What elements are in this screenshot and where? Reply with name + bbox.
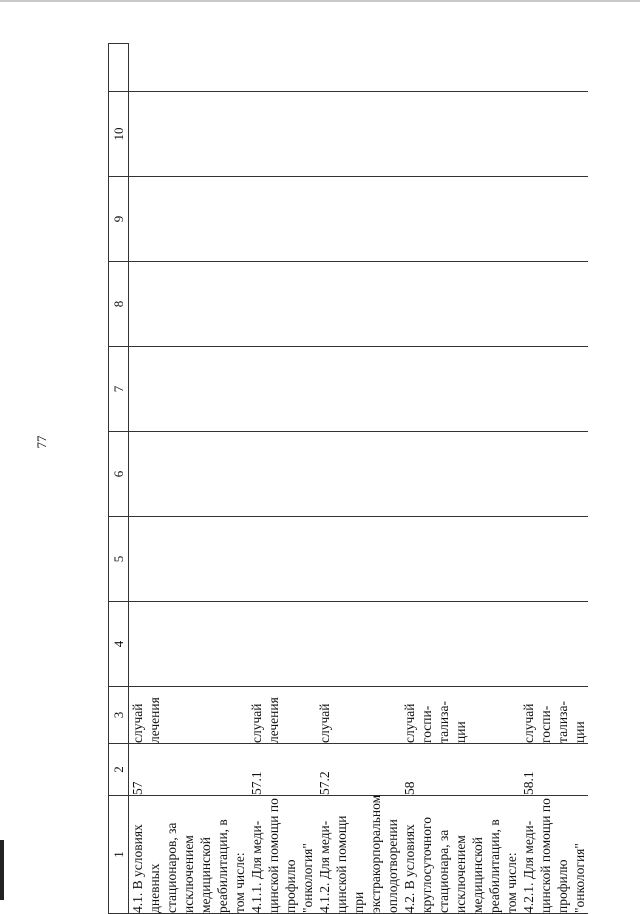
table-row — [248, 44, 316, 914]
column-header: 4 — [109, 602, 129, 687]
empty-cell — [248, 517, 316, 602]
row-label: 4.1.1. Для меди- цинской помощи по профилю "онкология" — [248, 796, 316, 914]
empty-cell — [401, 262, 520, 347]
row-code: 58.1 — [520, 744, 588, 796]
column-header: 10 — [109, 92, 129, 177]
empty-cell — [316, 177, 401, 262]
empty-cell — [129, 517, 249, 602]
empty-cell — [520, 432, 588, 517]
empty-cell — [401, 92, 520, 177]
empty-cell — [248, 44, 316, 92]
empty-cell — [248, 92, 316, 177]
table-row — [129, 44, 249, 914]
empty-cell — [520, 262, 588, 347]
empty-cell — [520, 602, 588, 687]
header-row — [109, 44, 129, 914]
row-label: 4.2. В условиях круглосуточного стационара, за исключением медицинской реабилитации, в том числе: — [401, 796, 520, 914]
empty-cell — [401, 347, 520, 432]
row-unit: случай лечения — [129, 687, 249, 744]
empty-cell — [248, 602, 316, 687]
empty-cell — [401, 44, 520, 92]
row-label: 4.1.2. Для меди- цинской помощи при экстракорпоральном оплодотворении — [317, 794, 400, 913]
empty-cell — [520, 177, 588, 262]
empty-cell — [401, 517, 520, 602]
table-row — [401, 44, 520, 914]
empty-cell — [316, 44, 401, 92]
table-sheet — [108, 44, 640, 914]
empty-cell — [520, 44, 588, 92]
empty-cell — [316, 92, 401, 177]
column-header: 9 — [109, 177, 129, 262]
column-header: 1 — [109, 796, 129, 914]
empty-cell — [520, 517, 588, 602]
empty-cell — [316, 432, 401, 517]
table-row — [520, 44, 588, 914]
row-code: 57.1 — [248, 744, 316, 796]
row-label: 4.1. В условиях дневных стационаров, за исключением медицинской реабилитации, в том числе: — [129, 796, 249, 914]
empty-cell — [248, 347, 316, 432]
empty-cell — [401, 602, 520, 687]
empty-cell — [129, 602, 249, 687]
empty-cell — [248, 262, 316, 347]
empty-cell — [129, 262, 249, 347]
row-unit: случай госпи- тализа- ции — [401, 687, 520, 744]
empty-cell — [316, 262, 401, 347]
empty-cell — [129, 92, 249, 177]
empty-cell — [129, 177, 249, 262]
header-spacer — [109, 44, 129, 92]
column-header: 6 — [109, 432, 129, 517]
row-code: 57.2 — [316, 744, 401, 796]
column-header: 8 — [109, 262, 129, 347]
empty-cell — [129, 347, 249, 432]
empty-cell — [316, 347, 401, 432]
column-header: 5 — [109, 517, 129, 602]
column-header: 2 — [109, 744, 129, 796]
data-table — [108, 43, 588, 914]
scan-left-mark — [0, 840, 4, 900]
table-row — [316, 44, 401, 914]
empty-cell — [401, 177, 520, 262]
column-header: 7 — [109, 347, 129, 432]
row-label: 4.2.1. Для меди- цинской помощи по профилю "онкология" — [520, 796, 588, 914]
empty-cell — [401, 432, 520, 517]
column-header: 3 — [109, 687, 129, 744]
row-code: 58 — [401, 744, 520, 796]
row-unit: случай — [316, 687, 401, 744]
page-number: 77 — [34, 435, 49, 449]
row-code: 57 — [129, 744, 249, 796]
empty-cell — [316, 602, 401, 687]
empty-cell — [129, 44, 249, 92]
empty-cell — [520, 347, 588, 432]
empty-cell — [316, 517, 401, 602]
empty-cell — [248, 432, 316, 517]
empty-cell — [520, 92, 588, 177]
row-unit: случай лечения — [248, 687, 316, 744]
empty-cell — [248, 177, 316, 262]
row-unit: случай госпи- тализа- ции — [520, 687, 588, 744]
scan-top-edge — [0, 0, 640, 2]
empty-cell — [129, 432, 249, 517]
